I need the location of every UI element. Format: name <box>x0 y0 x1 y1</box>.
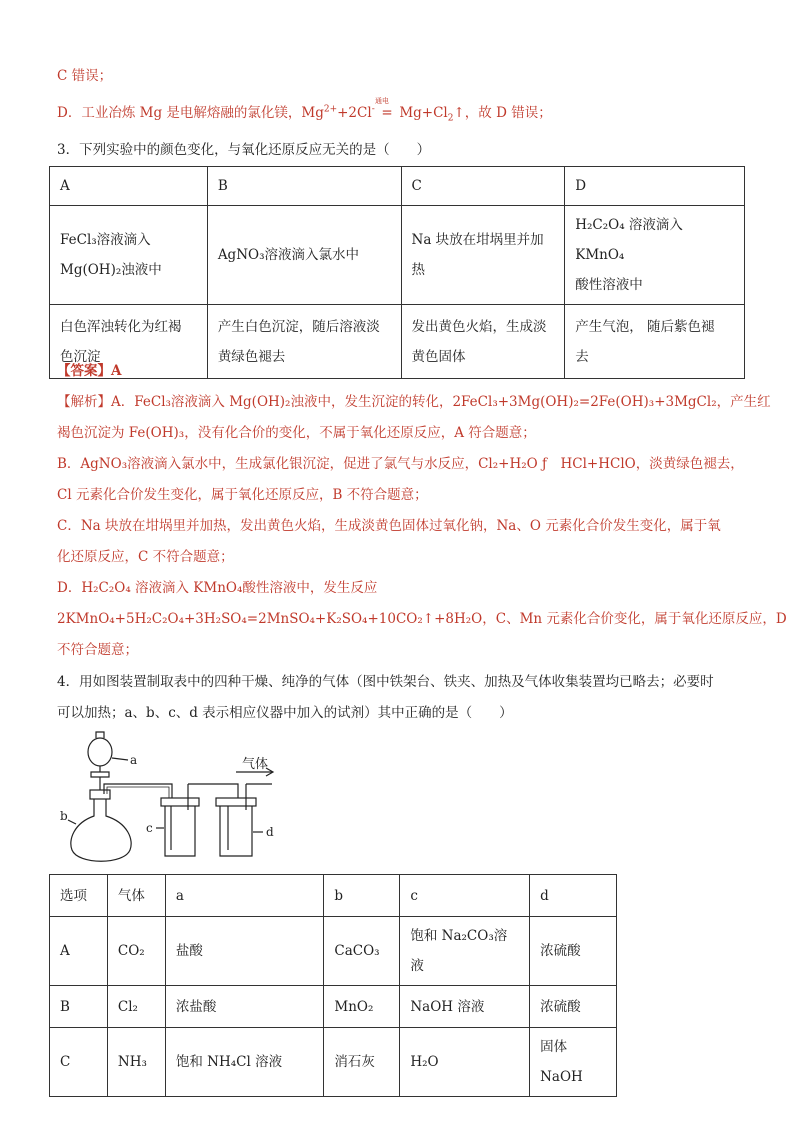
q3-analysis-line: 化还原反应，C 不符合题意； <box>57 549 234 565</box>
q3-analysis-line: 不符合题意； <box>57 642 138 658</box>
q4-cell: 浓盐酸 <box>165 986 324 1028</box>
funnel-stopcock <box>91 772 109 777</box>
q3-analysis-line: B．AgNO₃溶液滴入氯水中，生成氯化银沉淀，促进了氯气与水反应，Cl₂+H₂O ƒ HCl+HClO，淡黄绿色褪去， <box>57 456 744 472</box>
q4-header-cell: 选项 <box>50 875 108 917</box>
d-line-prefix: D．工业冶炼 Mg 是电解熔融的氯化镁，Mg <box>57 105 324 121</box>
electrolysis-condition: 通电 <box>375 97 390 105</box>
electrolysis-sign <box>375 97 395 123</box>
q4-cell: CO₂ <box>107 917 165 986</box>
q3-header-d: D <box>565 167 745 206</box>
label-c: c <box>146 821 153 835</box>
q3-header-b: B <box>207 167 401 206</box>
d-line-mid: +2Cl <box>337 105 372 121</box>
q3-row-phenomena <box>50 305 745 379</box>
q3-cell-text: 产生白色沉淀，随后溶液淡 <box>217 318 380 335</box>
q3-cell-text: 黄色固体 <box>411 348 466 365</box>
q4-row-a <box>50 917 617 986</box>
q3-cell-text: H₂C₂O₄ 溶液滴入 KMnO₄ <box>575 217 683 263</box>
separatory-funnel <box>88 738 112 766</box>
q4-cell: 饱和 Na₂CO₃溶液 <box>400 917 530 986</box>
q3-cell <box>565 305 745 379</box>
gas-label: 气体 <box>242 757 269 772</box>
q4-cell: A <box>50 917 108 986</box>
q3-cell-text: 色沉淀 <box>60 348 101 365</box>
cl-charge: - <box>371 104 375 115</box>
q4-cell: 固体 NaOH <box>530 1028 617 1097</box>
label-b: b <box>60 809 68 823</box>
label-a: a <box>130 753 138 767</box>
q3-header-row <box>50 167 745 206</box>
q3-cell-text: 白色浑浊转化为红褐 <box>60 318 182 335</box>
q4-header-cell: b <box>324 875 400 917</box>
q3-table <box>49 166 745 379</box>
q3-header-a: A <box>50 167 208 206</box>
q4-header-row <box>50 875 617 917</box>
q3-cell <box>207 305 401 379</box>
q3-analysis-line: 【解析】A．FeCl₃溶液滴入 Mg(OH)₂浊液中，发生沉淀的转化，2FeCl₃+3Mg(OH)₂=2Fe(OH)₃+3MgCl₂，产生红 <box>57 394 771 410</box>
gas-apparatus-figure <box>60 728 300 866</box>
q3-cell-text: 产生气泡， 随后紫色褪 <box>575 318 715 335</box>
d-line-after: Mg+Cl <box>395 105 448 121</box>
q4-cell: 浓硫酸 <box>530 986 617 1028</box>
q4-stem-line1: 4．用如图装置制取表中的四种干燥、纯净的气体（图中铁架台、铁夹、加热及气体收集装置均已略去；必要时 <box>57 674 714 690</box>
d-line <box>57 97 552 124</box>
q4-cell: 饱和 NH₄Cl 溶液 <box>165 1028 324 1097</box>
q3-stem: 3．下列实验中的颜色变化，与氧化还原反应无关的是（ ） <box>57 142 431 158</box>
wash-bottle-c <box>165 804 195 856</box>
drying-bottle-d <box>220 804 252 856</box>
q4-cell: MnO₂ <box>324 986 400 1028</box>
q4-table <box>49 874 617 1097</box>
q3-cell <box>401 206 565 305</box>
q3-row-reagents <box>50 206 745 305</box>
q3-analysis-line: Cl 元素化合价发生变化，属于氧化还原反应，B 不符合题意； <box>57 487 428 503</box>
q3-analysis-line: C．Na 块放在坩埚里并加热，发出黄色火焰，生成淡黄色固体过氧化钠，Na、O 元素化合价发生变化，属于氧 <box>57 518 721 534</box>
q3-cell-text: 去 <box>575 348 589 365</box>
q4-row-c <box>50 1028 617 1097</box>
q3-analysis-line: 褐色沉淀为 Fe(OH)₃，没有化合价的变化，不属于氧化还原反应，A 符合题意； <box>57 425 536 441</box>
q4-cell: NH₃ <box>107 1028 165 1097</box>
q3-answer: 【答案】A <box>57 363 122 379</box>
q3-cell-text: FeCl₃溶液滴入 <box>60 232 151 248</box>
q4-cell: Cl₂ <box>107 986 165 1028</box>
q3-cell <box>565 206 745 305</box>
q4-row-b <box>50 986 617 1028</box>
q4-stem-line2: 可以加热；a、b、c、d 表示相应仪器中加入的试剂）其中正确的是（ ） <box>57 705 513 721</box>
q4-cell: 消石灰 <box>324 1028 400 1097</box>
q3-cell-text: 黄绿色褪去 <box>217 348 286 365</box>
d-line-tail: ↑，故 D 错误； <box>453 105 552 121</box>
q3-cell <box>401 305 565 379</box>
q3-cell-text: 发出黄色火焰，生成淡 <box>411 318 547 335</box>
q4-cell: 浓硫酸 <box>530 917 617 986</box>
q3-cell <box>207 206 401 305</box>
q3-cell-text: AgNO₃溶液滴入氯水中 <box>217 247 359 263</box>
q3-cell-text: 酸性溶液中 <box>575 277 643 293</box>
mg-charge: 2+ <box>323 104 338 115</box>
q4-cell: CaCO₃ <box>324 917 400 986</box>
q4-cell: C <box>50 1028 108 1097</box>
q4-header-cell: a <box>165 875 324 917</box>
q4-header-cell: c <box>400 875 530 917</box>
q4-cell: 盐酸 <box>165 917 324 986</box>
q4-header-cell: 气体 <box>107 875 165 917</box>
q3-header-c: C <box>401 167 565 206</box>
equals-sign: = <box>381 105 393 121</box>
q3-cell <box>50 206 208 305</box>
q4-header-cell: d <box>530 875 617 917</box>
q4-cell: B <box>50 986 108 1028</box>
q4-cell: NaOH 溶液 <box>400 986 530 1028</box>
label-d: d <box>266 825 274 839</box>
q3-cell-text: 热 <box>411 262 426 278</box>
q4-cell: H₂O <box>400 1028 530 1097</box>
cl2-subscript: 2 <box>447 113 454 124</box>
q3-analysis-line: 2KMnO₄+5H₂C₂O₄+3H₂SO₄=2MnSO₄+K₂SO₄+10CO₂↑+8H₂O，C、Mn 元素化合价变化，属于氧化还原反应，D <box>57 611 787 627</box>
flask-b <box>71 798 131 861</box>
q3-cell-text: Mg(OH)₂浊液中 <box>60 262 162 278</box>
q3-cell-text: Na 块放在坩埚里并加 <box>411 232 544 248</box>
c-wrong-line: C 错误； <box>57 68 113 84</box>
q3-analysis-line: D．H₂C₂O₄ 溶液滴入 KMnO₄酸性溶液中，发生反应 <box>57 580 378 596</box>
